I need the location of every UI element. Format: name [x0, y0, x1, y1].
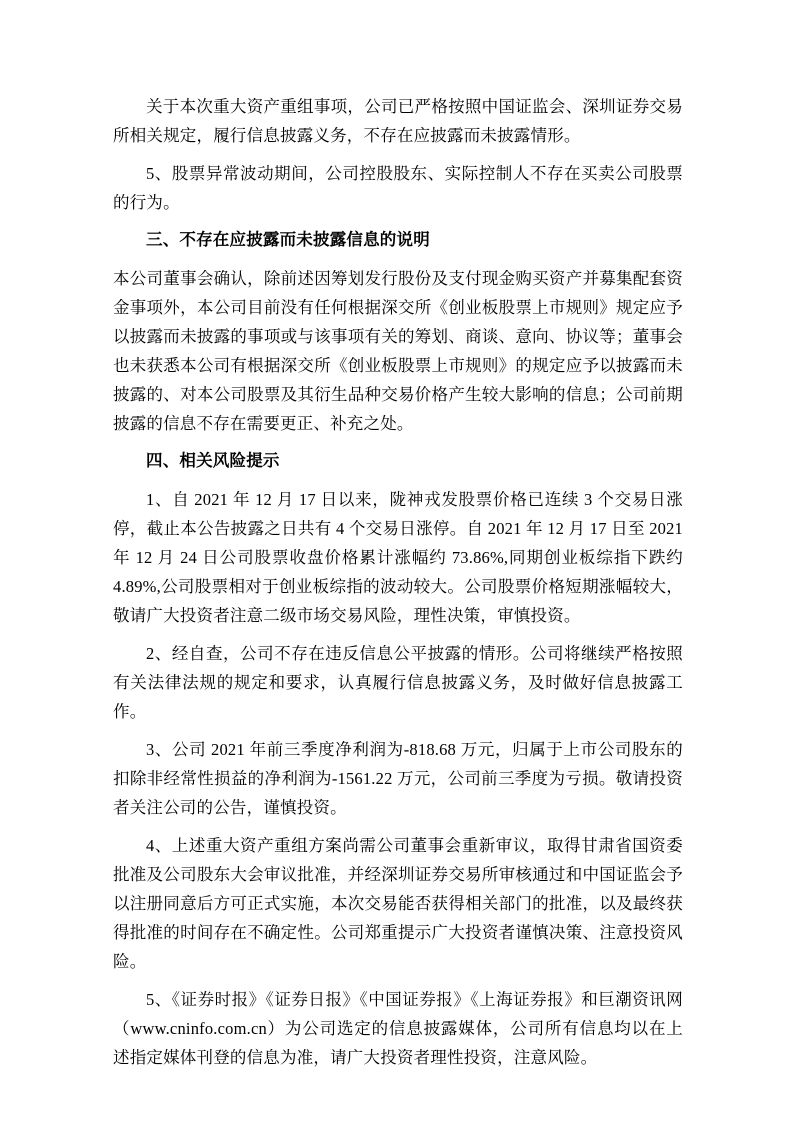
paragraph-risk-5-designated-media: 5、《证券时报》《证券日报》《中国证券报》《上海证券报》和巨潮资讯网（www.cninfo.com.cn）为公司选定的信息披露媒体，公司所有信息均以在上述指定媒体刊登的信息为准，请广大投资者理性投资，注意风险。	[113, 990, 683, 1067]
paragraph-risk-3-net-loss: 3、公司 2021 年前三季度净利润为-818.68 万元，归属于上市公司股东的扣除非经常性损益的净利润为-1561.22 万元，公司前三季度为亏损。敬请投资者关注公司的公告，谨慎投资。	[113, 740, 683, 817]
paragraph-disclosure-compliance: 关于本次重大资产重组事项，公司已严格按照中国证监会、深圳证券交易所相关规定，履行信息披露义务，不存在应披露而未披露情形。	[113, 97, 683, 145]
paragraph-item-5-no-trading: 5、股票异常波动期间，公司控股股东、实际控制人不存在买卖公司股票的行为。	[113, 164, 683, 212]
section-heading-3-undisclosed-info: 三、不存在应披露而未披露信息的说明	[146, 231, 430, 249]
paragraph-risk-2-fair-disclosure: 2、经自查，公司不存在违反信息公平披露的情形。公司将继续严格按照有关法律法规的规定和要求，认真履行信息披露义务，及时做好信息披露工作。	[113, 644, 683, 721]
section-heading-4-risk-warning: 四、相关风险提示	[146, 452, 280, 470]
paragraph-board-confirmation: 本公司董事会确认，除前述因筹划发行股份及支付现金购买资产并募集配套资金事项外，本公司目前没有任何根据深交所《创业板股票上市规则》规定应予以披露而未披露的事项或与该事项有关的筹划、商谈、意向、协议等；董事会也未获悉本公司有根据深交所《创业板股票上市规则》的规定应予以披露而未披露的、对本公司股票及其衍生品种交易价格产生较大影响的信息；公司前期披露的信息不存在需要更正、补充之处。	[113, 269, 683, 433]
paragraph-risk-1-price-surge: 1、自 2021 年 12 月 17 日以来，陇神戎发股票价格已连续 3 个交易日涨停，截止本公告披露之日共有 4 个交易日涨停。自 2021 年 12 月 17 日至 2021 年 12 月 24 日公司股票收盘价格累计涨幅约 73.86%,同期创业板综指下跌约 4.89%,公司股票相对于创业板综指的波动较大。公司股票价格短期涨幅较大，敬请广大投资者注意二级市场交易风险，理性决策，审慎投资。	[113, 490, 683, 625]
paragraph-risk-4-approval-uncertainty: 4、上述重大资产重组方案尚需公司董事会重新审议，取得甘肃省国资委批准及公司股东大会审议批准，并经深圳证券交易所审核通过和中国证监会予以注册同意后方可正式实施，本次交易能否获得相关部门的批准，以及最终获得批准的时间存在不确定性。公司郑重提示广大投资者谨慎决策、注意投资风险。	[113, 836, 683, 971]
